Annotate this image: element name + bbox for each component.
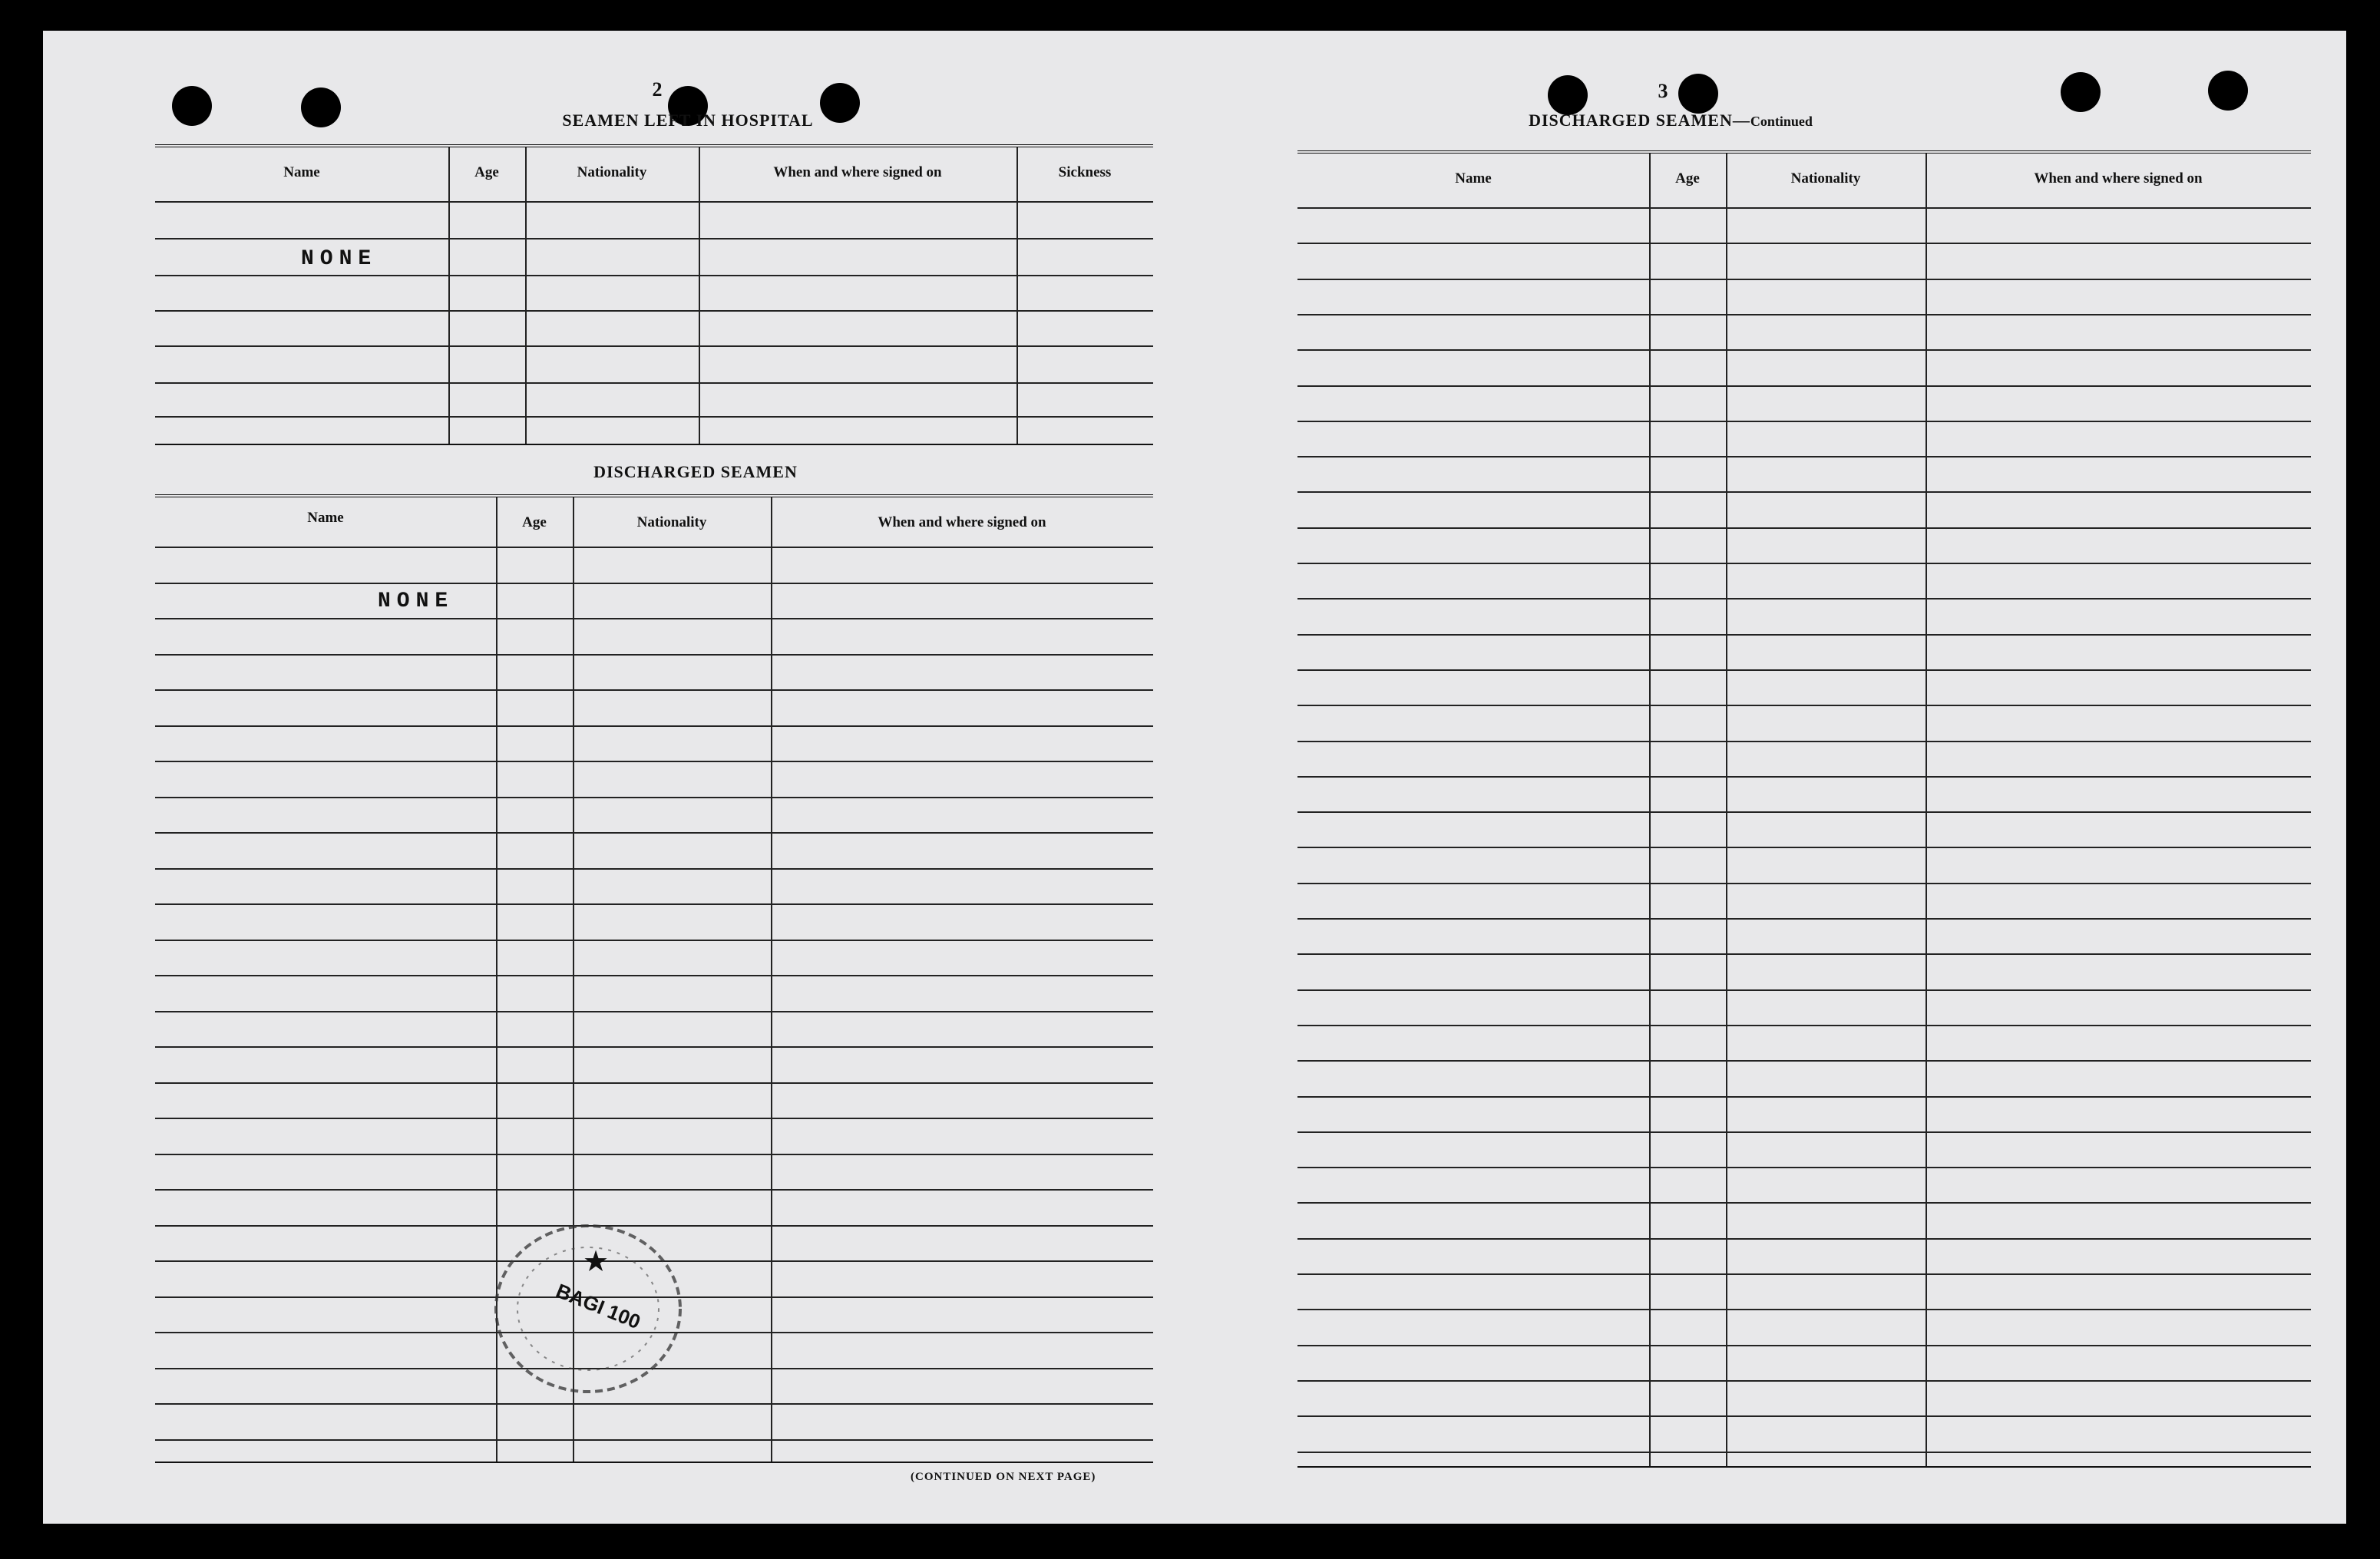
table-rule	[1297, 776, 2311, 778]
table-rule	[1297, 847, 2311, 848]
table-rule	[1297, 1238, 2311, 1240]
discharged-section-title: DISCHARGED SEAMEN	[593, 462, 798, 481]
table-rule	[155, 238, 1153, 239]
table-rule	[155, 868, 1153, 870]
table-rule	[155, 1011, 1153, 1012]
column-divider	[699, 147, 700, 444]
table-rule	[155, 1082, 1153, 1084]
table-rule	[1297, 349, 2311, 351]
table-rule	[1297, 279, 2311, 280]
table-rule	[155, 940, 1153, 941]
table-rule	[1297, 1309, 2311, 1310]
table-rule	[155, 761, 1153, 762]
table-rule	[155, 583, 1153, 584]
punch-hole	[172, 86, 212, 126]
table-rule	[1297, 456, 2311, 457]
table-rule	[1297, 1025, 2311, 1026]
hospital-table	[155, 144, 1153, 445]
table-rule	[1297, 1167, 2311, 1168]
table-rule	[155, 832, 1153, 834]
table-rule	[1297, 207, 2311, 209]
punch-hole	[301, 88, 341, 127]
col-header-age: Age	[522, 514, 547, 530]
col-header-age: Age	[1675, 170, 1700, 187]
table-rule	[1297, 1131, 2311, 1133]
table-rule	[155, 903, 1153, 905]
punch-hole	[1548, 75, 1588, 115]
right-page-number: 3	[1658, 80, 1668, 102]
table-rule	[155, 975, 1153, 976]
document-page	[43, 31, 2346, 1524]
table-rule	[1297, 918, 2311, 920]
table-rule	[155, 547, 1153, 548]
table-rule	[155, 797, 1153, 798]
table-rule	[1297, 1273, 2311, 1275]
discharged-continued-table	[1297, 150, 2311, 1468]
table-rule	[1297, 883, 2311, 884]
table-rule	[1297, 563, 2311, 564]
column-divider	[448, 147, 450, 444]
table-rule	[1297, 491, 2311, 493]
hospital-section-title: SEAMEN LEFT IN HOSPITAL	[562, 111, 814, 130]
table-rule	[1297, 527, 2311, 529]
table-rule	[1297, 741, 2311, 742]
table-rule	[1297, 421, 2311, 422]
table-rule	[1297, 243, 2311, 244]
col-header-nationality: Nationality	[1790, 170, 1861, 187]
stamp-text: BAGI 100	[553, 1279, 644, 1334]
table-rule	[155, 654, 1153, 656]
column-divider	[525, 147, 527, 444]
table-rule	[155, 1118, 1153, 1119]
discharged-continued-title-main: DISCHARGED SEAMEN—	[1529, 111, 1750, 130]
column-divider	[1726, 154, 1727, 1466]
col-header-name: Name	[307, 510, 344, 526]
punch-hole	[2208, 71, 2248, 111]
table-rule	[1297, 1345, 2311, 1346]
discharged-continued-title-suffix: Continued	[1750, 114, 1813, 129]
discharged-none-entry: NONE	[378, 590, 455, 613]
table-rule	[155, 382, 1153, 384]
table-rule	[1297, 669, 2311, 671]
column-divider	[1016, 147, 1018, 444]
official-stamp	[481, 1213, 696, 1405]
table-rule	[1297, 1415, 2311, 1417]
table-rule	[155, 1189, 1153, 1191]
table-rule	[155, 725, 1153, 727]
table-rule	[1297, 705, 2311, 706]
table-rule	[155, 1154, 1153, 1155]
table-rule	[1297, 1060, 2311, 1062]
table-rule	[155, 275, 1153, 276]
table-rule	[155, 345, 1153, 347]
col-header-signed-on: When and where signed on	[2034, 170, 2203, 187]
table-rule	[1297, 1380, 2311, 1382]
table-rule	[155, 1046, 1153, 1048]
col-header-signed-on: When and where signed on	[773, 164, 942, 180]
col-header-age: Age	[474, 164, 499, 180]
column-divider	[1925, 154, 1927, 1466]
col-header-sickness: Sickness	[1058, 164, 1112, 180]
table-rule	[1297, 1096, 2311, 1098]
col-header-nationality: Nationality	[577, 164, 647, 180]
punch-hole	[2061, 72, 2101, 112]
column-divider	[1649, 154, 1651, 1466]
col-header-name: Name	[1455, 170, 1492, 187]
hospital-none-entry: NONE	[301, 247, 378, 271]
table-rule	[155, 310, 1153, 312]
table-rule	[155, 416, 1153, 418]
col-header-signed-on: When and where signed on	[878, 514, 1046, 530]
discharged-continued-title	[1425, 111, 1916, 130]
punch-hole	[1678, 74, 1718, 114]
left-page-number: 2	[652, 78, 663, 101]
table-rule	[1297, 634, 2311, 636]
table-rule	[1297, 811, 2311, 813]
table-rule	[155, 201, 1153, 203]
table-rule	[1297, 1202, 2311, 1204]
col-header-name: Name	[283, 164, 320, 180]
col-header-nationality: Nationality	[636, 514, 707, 530]
column-divider	[771, 497, 772, 1462]
table-rule	[155, 618, 1153, 619]
table-rule	[1297, 314, 2311, 315]
table-rule	[155, 689, 1153, 691]
table-rule	[155, 1439, 1153, 1441]
table-rule	[1297, 1452, 2311, 1453]
svg-text:★: ★	[582, 1246, 610, 1278]
continued-note: (CONTINUED ON NEXT PAGE)	[911, 1471, 1096, 1483]
table-rule	[1297, 385, 2311, 387]
table-rule	[1297, 598, 2311, 599]
table-rule	[1297, 989, 2311, 991]
table-rule	[1297, 953, 2311, 955]
